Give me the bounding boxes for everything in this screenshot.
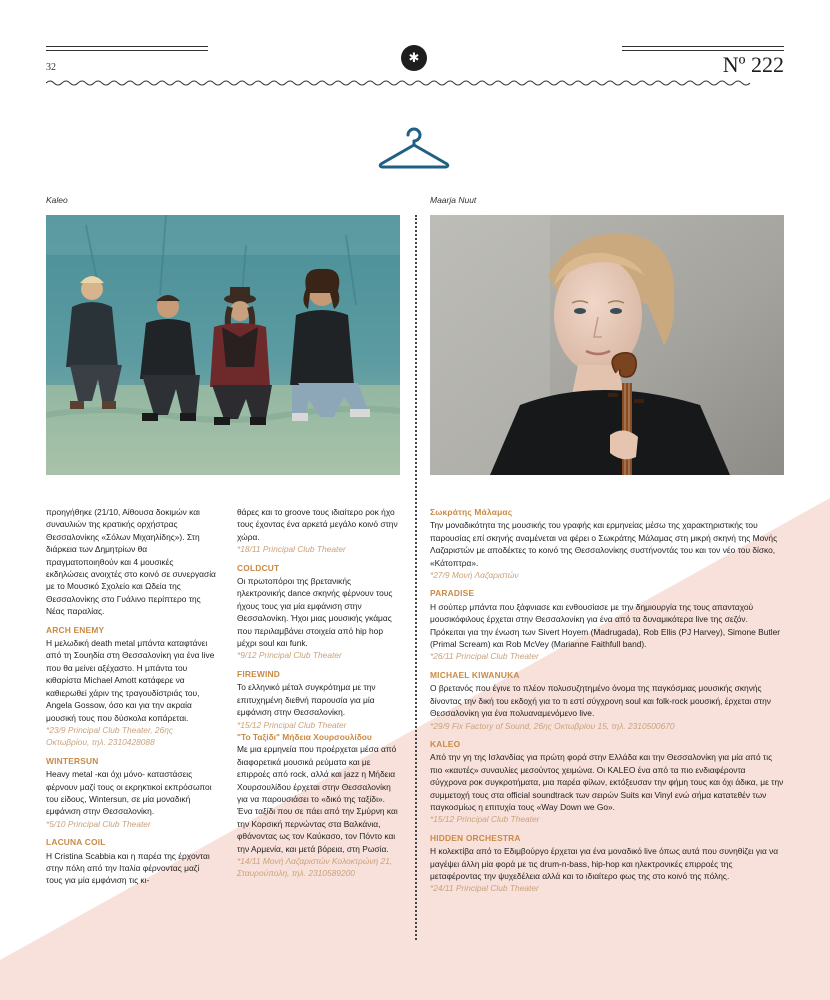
- arch-enemy-info: *23/9 Principal Club Theater, 26ης Οκτωβρίου, τηλ. 2310428088: [46, 724, 173, 748]
- taxidi-info: *14/11 Μονή Λαζαριστών Κολοκτρώνη 21, Σταυρούπολη, τηλ. 2310589200: [237, 855, 393, 879]
- malamas-info: *27/9 Μονή Λαζαριστών: [430, 570, 519, 581]
- photo-caption-right: Maarja Nuut: [430, 195, 477, 205]
- coldcut-heading: COLDCUT: [237, 562, 280, 573]
- column-middle: [237, 506, 400, 884]
- wintersun-heading: WINTERSUN: [46, 755, 99, 766]
- hidden-orchestra-info: *24/11 Principal Club Theater: [430, 883, 539, 894]
- kiwanuka-info: *29/9 Fix Factory of Sound, 26ης Οκτωβρίου 15, τηλ. 2310500670: [430, 720, 675, 731]
- hidden-orchestra-body: Η κολεκτίβα από το Εδιμβούργο έρχεται για ένα μοναδικό live όπως αυτά που συνηθίζει για να μαγέψει άλλη μία φορά με τις drum-n-bass, hip-hop και ηλεκτρονικές επιρροές της μεταφέροντας την ψυχεδέλεια αλλά και το ιδιαίτερο φως της στο κοινό της πόλης.: [430, 846, 779, 881]
- column-left: [46, 506, 218, 891]
- firewind-info: *15/12 Principal Club Theater: [237, 719, 347, 730]
- kiwanuka-heading: MICHAEL KIWANUKA: [430, 669, 520, 680]
- header-rule-right-bottom: [622, 50, 784, 51]
- firewind-body: Το ελληνικό μέταλ συγκρότημα με την επιτυχημένη διεθνή παρουσία για μία εμφάνιση στην Θεσσαλονίκη.: [237, 682, 376, 718]
- photo-caption-left: Kaleo: [46, 195, 68, 205]
- paradise-info: *26/11 Principal Club Theater: [430, 651, 539, 662]
- kaleo-heading: KALEO: [430, 738, 461, 749]
- lacuna-coil-body: Η Cristina Scabbia και η παρέα της έρχονται στην πόλη από την Ιταλία φέρνοντας μαζί τους για μία εμφάνιση τις κι-: [46, 850, 210, 886]
- hanger-icon: [378, 126, 450, 172]
- coldcut-info: *9/12 Principal Club Theater: [237, 650, 342, 661]
- paradise-body: Η σούπερ μπάντα που ξάφνιασε και ενθουσίασε με την δημιουργία της τους απανταχού μουσικόφιλους έρχεται στην Θεσσαλονίκη για ένα από τα δυναμικότερα live της σεζόν. Πρόκειται για την ένωση των Sivert Hoyem (Madrugada), Rob Ellis (PJ Harvey), Simone Butler (Primal Scream) και Rob McVey (Marianne Faithfull band).: [430, 601, 781, 650]
- col2-intro-info: *18/11 Principal Club Theater: [237, 544, 346, 555]
- kaleo-body: Από την γη της Ισλανδίας για πρώτη φορά στην Ελλάδα και την Θεσσαλονίκη για μία από τις πιο «καυτές» συναυλίες μεσούντος χειμώνα. Οι KALEO ένα από τα πιο ενδιαφέροντα σύγχρονα ροκ συγκροτήματα, μια παρέα φίλων, εκτόξευσαν την φήμη τους και όχι άδικα, με την συμμετοχή τους στα official soundtrack των σειρών Suits και Vinyl ενώ σήμα κατατεθέν των παγκοσμίως η επιτυχία τους «Way Down we Go».: [430, 752, 784, 812]
- lacuna-coil-heading: LACUNA COIL: [46, 837, 106, 848]
- star-badge-icon: ✱: [401, 45, 427, 71]
- taxidi-heading: "Το Ταξίδι" Μήδεια Χουρσουλίδου: [237, 731, 372, 742]
- arch-enemy-heading: ARCH ENEMY: [46, 624, 105, 635]
- header-rule-left-bottom: [46, 50, 208, 51]
- wavy-divider: [46, 78, 784, 88]
- column-divider: [415, 215, 417, 940]
- page-number: 32: [46, 62, 56, 73]
- wintersun-info: *5/10 Principal Club Theater: [46, 818, 151, 829]
- arch-enemy-body: Η μελωδική death metal μπάντα καταφτάνει από τη Σουηδία στη Θεσσαλονίκη για ένα live που θα μείνει αξέχαστο. Η μπάντα του κιθαρίστα Michael Amott κατάφερε να καθιερωθεί χάριν της τραγουδίστριάς του, Angela Gossow, όσο και για την ακραία μουσική τους που δύσκολα κοπάρεται.: [46, 638, 215, 723]
- kaleo-band-photo: [46, 215, 400, 475]
- kiwanuka-body: Ο βρετανός που έγινε το πλέον πολυσυζητημένο όνομα της παγκόσμιας μουσικής σκηνής δίνοντας την δική του εκδοχή για το τι εστί σύγχρονη soul και folk-rock μουσική, έρχεται στην Θεσσαλονίκη για ένα πολυαναμενόμενο live.: [430, 683, 771, 719]
- taxidi-body: Με μια ερμηνεία που προέρχεται μέσα από διαφορετικά μουσικά ρεύματα και με επιρροές από rock, αλλά και jazz η Μήδεια Χουρσουλίδου έρχεται στην Θεσσαλονίκη για να παρουσιάσει το «δικό της ταξίδι». Ένα ταξίδι που σε πάει από την Σμύρνη και την Κορσική περνώντας στα Βαλκάνια, φθάνοντας ως τον Καύκασο, τον Πόντο και την Αρμενία, και μετά βόρεια, στη Ρωσία.: [237, 744, 398, 854]
- maarja-nuut-photo: [430, 215, 784, 475]
- header-rule-right-top: [622, 46, 784, 47]
- column-right: [430, 506, 784, 899]
- hidden-orchestra-heading: HIDDEN ORCHESTRA: [430, 832, 521, 843]
- kaleo-info: *15/12 Principal Club Theater: [430, 814, 540, 825]
- col1-intro: προηγήθηκε (21/10, Αίθουσα δοκιμών και συναυλιών της κρατικής ορχήστρας Θεσσαλονίκης «Σόλων Μιχαηλίδης»). Στη διάρκεια των Δημητρίων θα πραγματοποιηθούν και 4 μουσικές εκδηλώσεις ανοιχτές στο κοινό σε συνεργασία με το Μουσικό Σχολείο και Ωδεία της Θεσσαλονίκης στο Γυάλινο περίπτερο της Νέας παραλίας.: [46, 507, 216, 617]
- wintersun-body: Heavy metal -και όχι μόνο- καταστάσεις φέρνουν μαζί τους οι εκρηκτικοί εκπρόσωποι του είδους, Wintersun, σε μία μοναδική εμφάνιση στην Θεσσαλονίκη.: [46, 769, 212, 817]
- header-rule-left-top: [46, 46, 208, 47]
- paradise-heading: PARADISE: [430, 588, 475, 599]
- issue-number: Nº 222: [722, 52, 784, 77]
- col2-intro: θάρες και το groove τους ιδιαίτερο ροκ ήχο τους έχοντας ένα αρκετά μεγάλο κοινό στην χώρα.: [237, 507, 398, 542]
- malamas-heading: Σωκράτης Μάλαμας: [430, 507, 513, 517]
- firewind-heading: FIREWIND: [237, 668, 281, 679]
- malamas-body: Την μοναδικότητα της μουσικής του γραφής και ερμηνείας μέσω της χαρακτηριστικής του παρουσίας επί σκηνής αναμένεται να φέρει ο Σωκράτης Μάλαμας στη μικρή σκηνή της Μονής Λαζαριστών με αποδέκτες το κοινό της Θεσσαλονίκης συστήνοντάς του και τον νέο του δίσκο, «Κάτοπτρα».: [430, 520, 778, 568]
- coldcut-body: Οι πρωτοπόροι της βρετανικής ηλεκτρονικής dance σκηνής φέρνουν τους ήχους τους για μία εμφάνιση στην Θεσσαλονίκη. Ήχοι μιας μουσικής γκάμας που περιλαμβάνει στοιχεία από hip hop μέχρι soul και funk.: [237, 576, 393, 649]
